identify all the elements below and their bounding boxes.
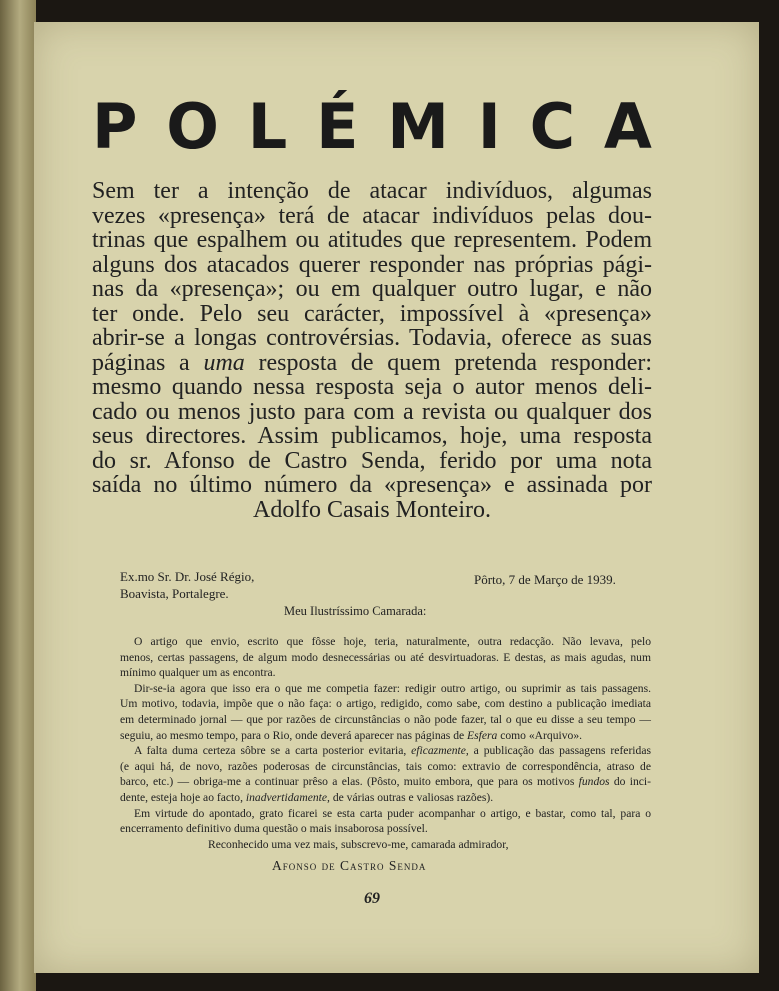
text-line: A falta duma certeza sôbre se a carta posterior evitaria, eficazmente, a publicação das passagens referidas <box>134 744 651 758</box>
text-line: menos, certas passagens, de algum modo desnecessárias ou até desvirtuadoras. E destas, as mais agudas, num <box>120 650 651 664</box>
text-line: Adolfo Casais Monteiro. <box>253 496 491 523</box>
text-line: seus directores. Assim publicamos, hoje, uma resposta <box>92 423 652 449</box>
text-line: mesmo quando nessa resposta seja o autor menos deli- <box>92 374 652 400</box>
letter-paragraph <box>120 634 651 681</box>
text-line: Em virtude do apontado, grato ficarei se esta carta puder acompanhar o artigo, e bastar, como tal, para o <box>134 806 651 820</box>
text-line: saída no último número da «presença» e assinada por <box>92 472 652 498</box>
text-line: dente, esteja hoje ao facto, inadvertidamente, de várias outras e valiosas razões). <box>120 790 494 804</box>
text-line: (e aqui há, de novo, razões poderosas de circunstâncias, tais como: extravio de correspondência, atraso de <box>120 759 651 773</box>
text-line: alguns dos atacados querer responder nas próprias pági- <box>92 251 652 278</box>
text-line: Reconhecido uma vez mais, subscrevo-me, camarada admirador, <box>208 837 509 851</box>
italic-word: uma <box>203 349 245 376</box>
letter-place-date: Pôrto, 7 de Março de 1939. <box>474 572 616 587</box>
text-line: encerramento definitivo duma questão o mais insaborosa possível. <box>120 822 428 836</box>
text-line: Sem ter a intenção de atacar indivíduos, algumas <box>92 178 652 204</box>
addressee-name: Ex.mo Sr. Dr. José Régio, <box>120 569 255 584</box>
text-line: páginas a uma resposta de quem pretenda responder: <box>92 349 653 376</box>
text-line: trinas que espalhem ou atitudes que representem. Podem <box>92 227 652 253</box>
title-letter: C <box>529 90 576 163</box>
letter-body <box>120 634 651 852</box>
page-number: 69 <box>364 890 380 907</box>
title-letter: L <box>247 90 288 163</box>
title-letter: É <box>316 90 359 163</box>
italic-word: eficazmente, <box>411 744 469 758</box>
text-line: ter onde. Pelo seu carácter, impossível à «presença» <box>92 300 652 327</box>
text-line: nas da «presença»; ou em qualquer outro lugar, e não <box>92 276 652 302</box>
page-title <box>92 90 652 163</box>
text-line: mínimo qualquer um as encontra. <box>120 666 276 680</box>
title-letter: P <box>92 90 138 163</box>
letter-addressee <box>120 568 254 602</box>
text-line: Um motivo, todavia, impõe que o não faça: o artigo, redigido, como sabe, com destino a publicação imediata <box>120 697 651 711</box>
addressee-place: Boavista, Portalegre. <box>120 586 229 601</box>
text-line: O artigo que envio, escrito que fôsse hoje, teria, naturalmente, outra redacção. Não levava, pelo <box>134 635 651 648</box>
italic-word: inadvertidamente, <box>245 790 330 804</box>
text-line: barco, etc.) — obriga-me a continuar prêso a elas. (Pôsto, muito embora, que para os motivos fundos do inci- <box>120 775 651 789</box>
italic-word: Esfera <box>467 728 498 742</box>
letter-paragraph <box>120 681 651 743</box>
italic-word: fundos <box>578 775 610 789</box>
letter-closing <box>120 837 651 853</box>
letter-paragraph <box>120 743 651 805</box>
text-line: Dir-se-ia agora que isso era o que me competia fazer: redigir outro artigo, ou suprimir as tais passagens. <box>134 681 651 695</box>
title-letter: O <box>166 90 219 163</box>
text-line: abrir-se a longas controvérsias. Todavia, oferece as suas <box>92 325 652 351</box>
facing-page-edge <box>0 0 36 991</box>
text-line: em determinado jornal — que por razões de circunstâncias o não pode fazer, tal o que eu disse a seu tempo — <box>120 712 651 726</box>
editorial-note <box>92 179 652 522</box>
text-line: do sr. Afonso de Castro Senda, ferido por uma nota <box>92 447 652 474</box>
letter-salutation: Meu Ilustríssimo Camarada: <box>284 604 427 618</box>
title-letter: I <box>477 90 501 163</box>
text-line: vezes «presença» terá de atacar indivíduos pelas dou- <box>92 202 652 229</box>
letter-signature: Afonso de Castro Senda <box>272 858 427 873</box>
title-letter: M <box>387 90 449 163</box>
text-line: cado ou menos justo para com a revista ou qualquer dos <box>92 398 652 425</box>
letter-paragraph <box>120 806 651 837</box>
page <box>34 22 759 973</box>
text-line: seguiu, ao mesmo tempo, para o Rio, onde deverá aparecer nas páginas de Esfera como «Arquivo». <box>120 728 583 742</box>
title-letter: A <box>603 90 652 163</box>
